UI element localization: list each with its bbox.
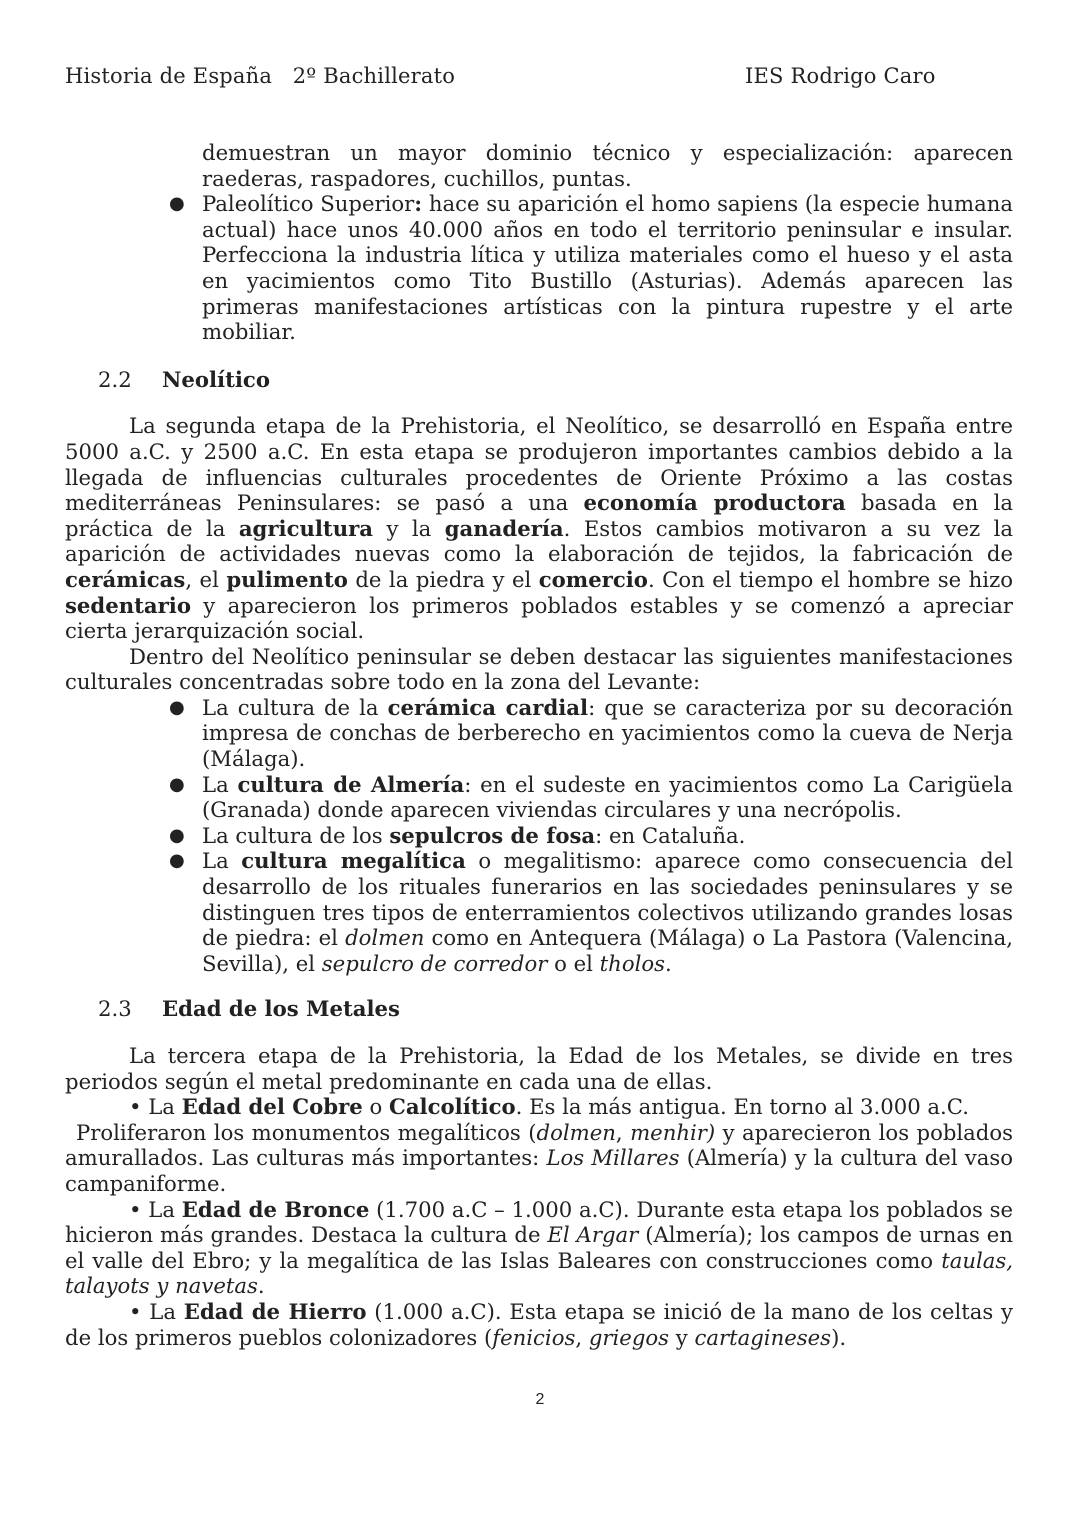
section-number: 2.3 xyxy=(98,996,132,1022)
text-run: o el xyxy=(547,950,600,976)
text-run: y aparecieron los poblados amurallados. Las culturas más importantes: xyxy=(65,1119,1013,1171)
section-title: Edad de los Metales xyxy=(162,996,400,1022)
paleolitico-list xyxy=(65,140,1013,345)
text-run: Proliferaron los monumentos megalíticos ( xyxy=(76,1119,537,1145)
text-run: La cultura de la xyxy=(202,694,388,720)
text-run: o megalitismo: aparece como consecuencia del desarrollo de los rituales funerarios en las sociedades peninsulares y se distinguen tres tipos de enterramientos colectivos utilizando grandes losas de piedra: el xyxy=(202,848,1014,951)
bullet-icon: ● xyxy=(169,193,185,215)
text-run: La segunda etapa de la Prehistoria, el Neolítico, se desarrolló en España entre 5000 a.C. y 2500 a.C. En esta etapa se produjeron importantes cambios debido a la llegada de influencias culturales procedentes de Oriente Próximo a las costas mediterráneas Peninsulares: se pasó a una xyxy=(65,413,1013,516)
list-item xyxy=(169,822,1013,849)
list-item-text xyxy=(202,823,745,848)
text-run: y la xyxy=(373,515,445,541)
bullet-icon: ● xyxy=(169,696,185,718)
list-item-medio-tail xyxy=(202,140,1013,191)
bronce-paragraph xyxy=(65,1197,1013,1299)
text-run: . Con el tiempo el hombre se hizo xyxy=(647,566,1013,592)
medio-tail-text: demuestran un mayor dominio técnico y especialización: aparecen raederas, raspadores, cuchillos, puntas. xyxy=(202,140,1013,191)
italic-term: dolmen xyxy=(345,925,425,951)
bullet-icon: ● xyxy=(169,850,185,872)
italic-term: fenicios xyxy=(492,1324,576,1350)
text-run: de la piedra y el xyxy=(347,566,539,592)
neolitico-paragraph-1 xyxy=(65,413,1013,643)
italic-term: griegos xyxy=(588,1324,670,1350)
header-right-text: IES Rodrigo Caro xyxy=(745,64,936,88)
text-run: La cultura de los xyxy=(202,822,390,848)
italic-term: tholos xyxy=(599,950,665,976)
text-run: : que se caracteriza por su decoración impresa de conchas de berberecho en yacimientos como la cueva de Nerja (Málaga). xyxy=(202,694,1014,772)
bold-term: sepulcros de fosa xyxy=(389,822,596,848)
text-run: (1.700 a.C – 1.000 a.C). Durante esta etapa los poblados se hicieron más grandes. Destaca la cultura de xyxy=(65,1196,1014,1248)
cobre-heading-line xyxy=(65,1094,1013,1120)
metales-intro-paragraph: La tercera etapa de la Prehistoria, la Edad de los Metales, se divide en tres periodos según el metal predominante en cada una de ellas. xyxy=(65,1043,1013,1094)
cobre-paragraph xyxy=(65,1120,1013,1197)
text-run: , xyxy=(615,1119,631,1145)
bold-term: agricultura xyxy=(238,515,374,541)
text-run: o xyxy=(362,1094,389,1120)
text-run: • La xyxy=(129,1094,182,1120)
bold-term: sedentario xyxy=(65,592,191,618)
bold-term: Edad de Hierro xyxy=(183,1298,367,1324)
text-run: (1.000 a.C). Esta etapa se inició de la mano de los celtas y de los primeros pueblos colonizadores ( xyxy=(65,1298,1013,1350)
italic-term: dolmen xyxy=(536,1119,616,1145)
text-run: como en Antequera (Málaga) o La Pastora (Valencina, Sevilla), el xyxy=(202,925,1014,976)
text-run: . xyxy=(664,950,672,976)
text-run: . Estos cambios motivaron a su vez la aparición de actividades nuevas como la elaboración de tejidos, la fabricación de xyxy=(65,515,1013,567)
bullet-icon: ● xyxy=(169,773,185,795)
bullet-icon: ● xyxy=(169,824,185,846)
bold-term: cultura megalítica xyxy=(241,848,466,874)
text-run: Paleolítico Superior xyxy=(202,191,415,217)
text-run: La xyxy=(202,771,238,797)
section-number: 2.2 xyxy=(98,366,132,392)
page-content xyxy=(65,140,1013,1350)
text-run: La xyxy=(202,848,242,874)
bold-term: cerámicas xyxy=(65,566,186,592)
text-run: (Almería) y la cultura del vaso campaniforme. xyxy=(65,1145,1013,1196)
section-heading-neolitico xyxy=(98,367,1013,393)
text-run: , el xyxy=(185,566,227,592)
bold-term: Edad del Cobre xyxy=(181,1094,363,1120)
text-run: : en el sudeste en yacimientos como La Carigüela (Granada) donde aparecen viviendas circulares y una necrópolis. xyxy=(202,771,1013,823)
italic-term: El Argar xyxy=(547,1222,639,1248)
text-run: : en Cataluña. xyxy=(595,822,746,848)
bold-term: pulimento xyxy=(226,566,348,592)
italic-term: menhir) xyxy=(630,1119,716,1145)
neolitico-paragraph-2: Dentro del Neolítico peninsular se deben destacar las siguientes manifestaciones culturales concentradas sobre todo en la zona del Levante: xyxy=(65,643,1013,695)
bold-term: ganadería xyxy=(444,515,564,541)
bold-term: Calcolítico xyxy=(388,1094,516,1120)
list-item xyxy=(169,771,1013,823)
bold-term: cultura de Almería xyxy=(237,771,465,797)
text-run: basada en la práctica de la xyxy=(65,490,1013,541)
list-item-text xyxy=(202,848,1013,975)
text-run: y xyxy=(669,1324,695,1350)
text-run: . xyxy=(257,1273,265,1299)
text-run: hace su aparición el homo sapiens (la especie humana actual) hace unos 40.000 años en todo el territorio peninsular e insular. Perfecciona la industria lítica y utiliza materiales como el hueso y el asta en yacimientos como Tito Bustillo (Asturias). Además aparecen las primeras manifestaciones artísticas con la pintura rupestre y el arte mobiliar. xyxy=(202,191,1013,345)
bold-term: Edad de Bronce xyxy=(181,1196,370,1222)
text-run: . Es la más antigua. En torno al 3.000 a.C. xyxy=(515,1094,969,1120)
bold-term: cerámica cardial xyxy=(387,694,589,720)
text-run: • La xyxy=(129,1298,184,1324)
list-item-text xyxy=(202,695,1013,771)
superior-text xyxy=(202,191,1013,344)
italic-term: Los Millares xyxy=(546,1145,680,1171)
list-item xyxy=(169,848,1014,976)
text-run: , xyxy=(575,1324,589,1350)
section-title: Neolítico xyxy=(162,366,270,392)
page-number: 2 xyxy=(535,1391,545,1408)
text-run: (Almería); los campos de urnas en el valle del Ebro; y la megalítica de las Islas Baleares con construcciones como xyxy=(65,1222,1013,1273)
list-item xyxy=(169,694,1014,772)
list-item-text xyxy=(202,772,1013,823)
italic-term: taulas, talayots y navetas xyxy=(65,1247,1013,1299)
header-left-text: Historia de España 2º Bachillerato xyxy=(65,64,456,88)
italic-term: cartagineses xyxy=(694,1324,832,1350)
hierro-paragraph xyxy=(65,1299,1013,1350)
neolitico-bullet-list xyxy=(65,695,1013,977)
text-run: • La xyxy=(129,1196,182,1222)
italic-term: sepulcro de corredor xyxy=(321,950,548,976)
bold-term: economía productora xyxy=(583,490,846,516)
text-run: y aparecieron los primeros poblados estables y se comenzó a apreciar cierta jerarquización social. xyxy=(65,592,1013,644)
section-heading-metales xyxy=(98,996,1013,1022)
text-run: ). xyxy=(831,1324,847,1350)
bold-term: comercio xyxy=(538,566,648,592)
list-item-superior xyxy=(169,191,1013,345)
bold-term: : xyxy=(414,191,423,217)
